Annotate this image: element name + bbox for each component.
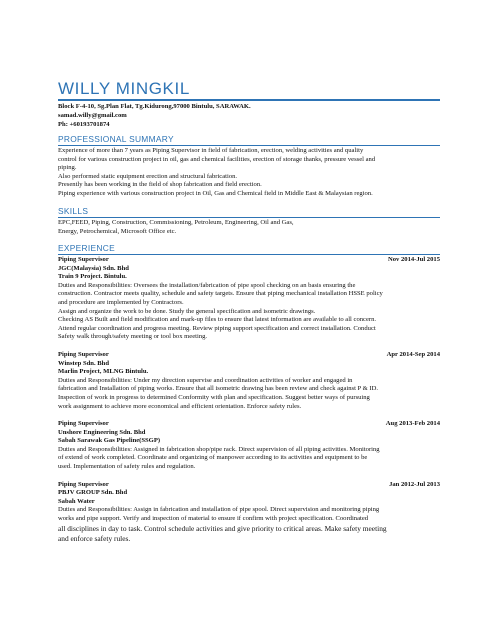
job-entry (58, 351, 440, 411)
job-duty-line: Attend regular coordination and progress meeting. Review piping support specification and correct installation. Conduct (58, 324, 376, 332)
job-role: Piping Supervisor (58, 420, 109, 428)
section-title: SKILLS (58, 206, 89, 216)
section-title: EXPERIENCE (58, 243, 115, 253)
section-divider (58, 254, 440, 255)
job-duty-line: works and pipe support. Verify and inspection of material to ensure if confirm with project specification. Coordinated (58, 515, 369, 523)
candidate-name: WILLY MINGKIL (58, 79, 190, 98)
job-company: Unshore Engineering Sdn. Bhd (58, 428, 146, 436)
job-role: Piping Supervisor (58, 480, 109, 488)
summary-line: Piping experience with various construction project in Oil, Gas and Chemical field in Middle East & Malaysian region. (58, 189, 373, 197)
job-date: Aug 2013-Feb 2014 (385, 420, 440, 428)
job-date: Nov 2014-Jul 2015 (387, 256, 440, 263)
job-duty-line: Checking AS Built and field modification and mark-up files to ensure that latest information are available to all concern. (58, 316, 377, 324)
job-role: Piping Supervisor (58, 256, 109, 263)
job-duty-line: construction. Contractor meets quality, schedule and safety targets. Ensure that piping mechanical installation HSSE policy (58, 290, 383, 298)
job-duty-line: fabrication and Installation of piping works. Ensure that all isometric drawing has been review and check against P & ID. (58, 385, 379, 393)
job-project: Marlin Project, MLNG Bintulu. (58, 368, 149, 376)
job-duty-line: work assignment to achieve more economical and efficient orientation. Enforce safety rules. (58, 402, 302, 410)
skills-section (58, 206, 440, 236)
section-title: PROFESSIONAL SUMMARY (58, 134, 174, 144)
job-duty-line: Duties and Responsibilities: Assign in fabrication and installation of pipe spool. Direct supervision and monitoring piping (58, 506, 380, 514)
phone: Ph: +60193701874 (58, 121, 110, 128)
job-duty-line: Assign and organize the work to be done. Study the general specification and isometric drawings. (58, 307, 316, 315)
job-date: Apr 2014-Sep 2014 (386, 350, 440, 358)
skills-line: Energy, Petrochemical, Microsoft Office etc. (58, 227, 177, 235)
job-duty-line: of extend of work completed. Coordinate and organizing of manpower according to its activities and equipment to be (58, 454, 368, 462)
job-duty-line: and procedure are implemented by Contractors. (58, 298, 184, 306)
job-project: Sabah Sarawak Gas Pipeline(SSGP) (58, 437, 161, 445)
address: Block F-4-10, Sg.Plan Flat, Tg.Kidurong,97000 Bintulu, SARAWAK. (58, 103, 251, 110)
job-company: Winstep Sdn. Bhd (58, 359, 110, 367)
job-project: Sabah Water (58, 497, 95, 505)
job-duty-line: Duties and Responsibilities: Assigned in fabrication shop/pipe rack. Direct supervision of all piping activities. Monitoring (58, 445, 380, 453)
job-duty-line: Duties and Responsibilities: Oversees the installation/fabrication of pipe spool checking on an basis ensuring the (58, 281, 356, 289)
job-duty-line: used. Implementation of safety rules and regulation. (58, 463, 196, 471)
job-date: Jan 2012-Jul 2013 (389, 480, 440, 488)
section-divider (58, 217, 440, 218)
job-entry (58, 420, 440, 472)
experience-section (58, 243, 440, 544)
job-role: Piping Supervisor (58, 350, 109, 358)
job-entry (58, 481, 440, 544)
job-entry (58, 256, 440, 342)
job-company: JGC(Malaysia) Sdn. Bhd (58, 264, 129, 272)
job-project: Train 9 Project. Bintulu. (58, 273, 127, 281)
section-divider (58, 145, 440, 146)
summary-line: Experience of more than 7 years as Piping Supervisor in field of fabrication, erection, welding activities and quality (58, 147, 364, 154)
job-duty-line: all disciplines in day to task. Control schedule activities and give priority to critical areas. Make safety meeting (58, 523, 387, 533)
summary-line: control for various construction project in oil, gas and chemical facilities, erection of storage thanks, pressure vessel and (58, 155, 376, 163)
summary-line: Presently has been working in the field of shop fabrication and field erection. (58, 181, 262, 189)
job-duty-line: Inspection of work in progress to determined Conformity with plan and specification. Suggest better ways of pursuing (58, 393, 370, 401)
job-duty-line: and enforce safety rules. (58, 533, 131, 543)
email: samad.willy@gmail.com (58, 112, 127, 119)
professional-summary-section (58, 134, 440, 199)
job-company: PBJV GROUP Sdn. Bhd (58, 489, 128, 497)
skills-line: EPC,FEED, Piping, Construction, Commissioning, Petroleum, Engineering, Oil and Gas, (58, 219, 294, 226)
summary-line: Also performed static equipment erection and structural fabrication. (58, 172, 238, 180)
name-divider (58, 99, 440, 101)
job-duty-line: Duties and Responsibilities: Under my direction supervise and coordination activities of worker and engaged in (58, 376, 353, 384)
summary-line: piping. (58, 164, 77, 172)
contact-block (58, 102, 440, 129)
job-duty-line: Safety walk through/safety meeting or tool box meeting. (58, 333, 208, 341)
